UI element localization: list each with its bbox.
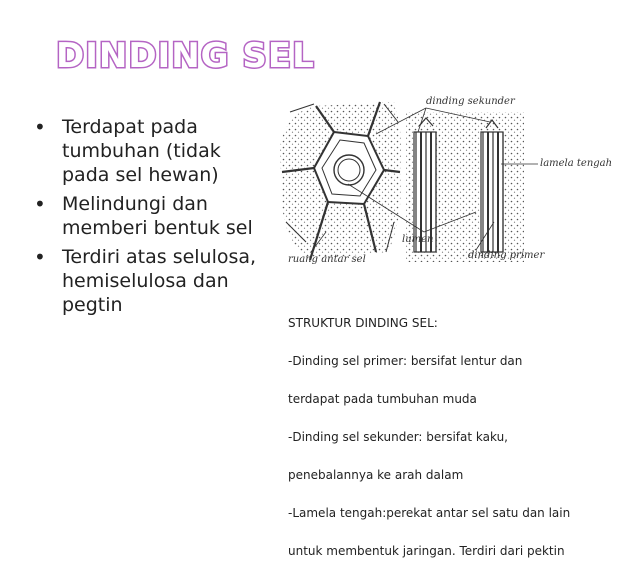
bullet-item <box>32 245 267 317</box>
bullet-text: Melindungi dan memberi bentuk sel <box>62 193 253 239</box>
caption-line: -Dinding sel primer: bersifat lentur dan <box>288 354 523 368</box>
bullet-text: Terdiri atas selulosa, hemiselulosa dan pegtin <box>62 246 257 316</box>
caption-line: untuk membentuk jaringan. Terdiri dari pektin <box>288 544 565 558</box>
bullet-dot: • <box>34 192 46 216</box>
caption-line: penebalannya ke arah dalam <box>288 468 464 482</box>
bullet-item <box>32 192 267 240</box>
label-intercellular-space: ruang antar sel <box>288 254 366 265</box>
cell-cluster <box>280 102 401 260</box>
bullet-dot: • <box>34 115 46 139</box>
caption-line: -Dinding sel sekunder: bersifat kaku, <box>288 430 508 444</box>
label-primary-wall: dinding primer <box>468 250 545 261</box>
bullet-text: Terdapat pada tumbuhan (tidak pada sel hewan) <box>62 116 221 186</box>
structure-caption <box>288 295 618 580</box>
slide-title: DINDING SEL <box>56 36 315 76</box>
cell-wall-diagram <box>276 92 638 282</box>
bullet-list <box>32 115 267 322</box>
label-lumen: lumen <box>402 234 434 245</box>
bullet-dot: • <box>34 245 46 269</box>
caption-line: -Lamela tengah:perekat antar sel satu dan lain <box>288 506 571 520</box>
label-secondary-wall: dinding sekunder <box>426 96 515 107</box>
label-middle-lamella: lamela tengah <box>540 158 613 169</box>
bullet-item <box>32 115 267 187</box>
caption-line: STRUKTUR DINDING SEL: <box>288 316 438 330</box>
caption-line: terdapat pada tumbuhan muda <box>288 392 477 406</box>
